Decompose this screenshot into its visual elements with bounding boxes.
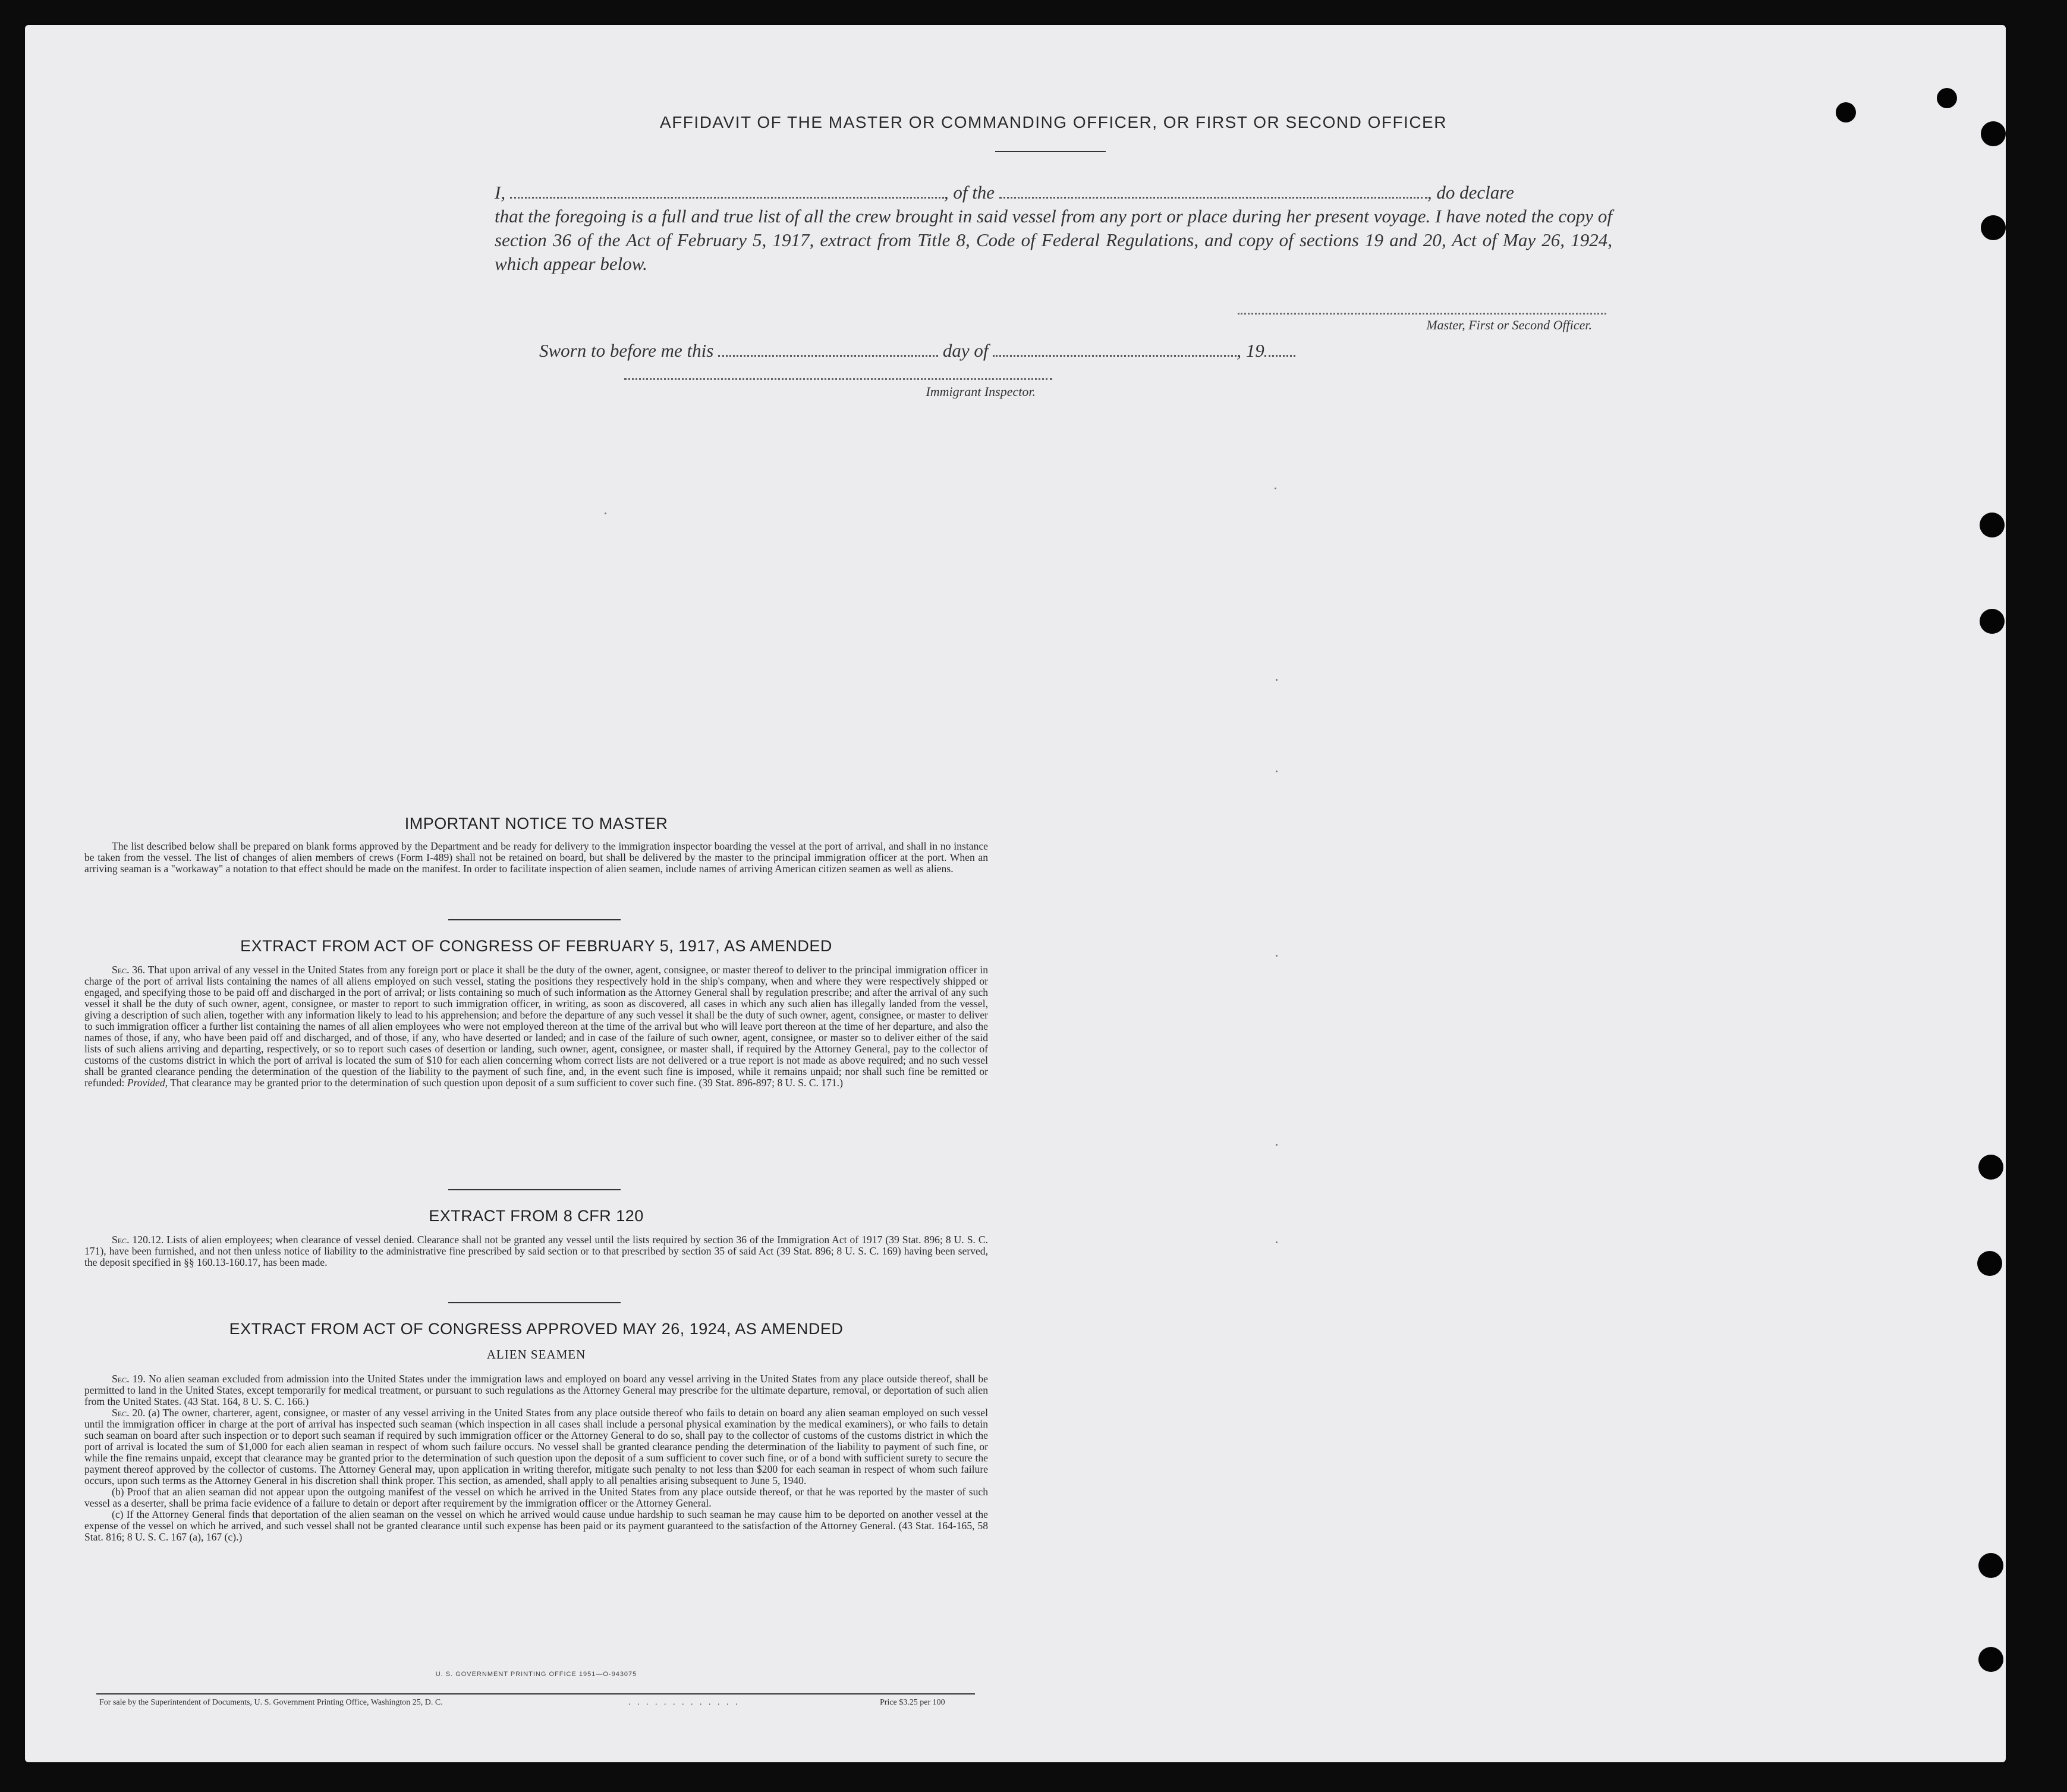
extract-cfr-body [84,1234,988,1268]
sec-20a-text: (a) The owner, charterer, agent, consignee, or master of any vessel arriving in the United States from any place outside thereof who fails to detain on board any alien seaman employed on such vessel until the immigration officer in charge at the port of arrival has inspected such seaman (which inspection in all cases shall include a personal physical examination by the medical examiners), or who fails to detain such seaman on board after such inspection or to deport such seaman if required by such immigration officer or the Attorney General to do so, shall pay to the collector of customs of the customs district in which the port of arrival is located the sum of $1,000 for each alien seaman in respect of whom such failure occurs. No vessel shall be granted clearance pending the determination of the liability to payment of such fine, or while the fine remains unpaid, except that clearance may be granted prior to the determination of such question upon the deposit of a sum sufficient to cover such fine, or of a bond with sufficient surety to secure the payment thereof approved by the collector of customs. The Attorney General may, upon application in writing therefor, mitigate such penalty to not less than $200 for each seaman in respect of whom such failure occurs, upon such terms as the Attorney General in his discretion shall think proper. This section, as amended, shall apply to all penalties arising subsequent to June 5, 1940. [84,1407,988,1486]
notice-body [84,841,988,875]
sworn-day-of: day of [942,340,989,361]
extract-1917-body [84,964,988,1089]
binder-hole [1978,1553,2003,1578]
name-blank[interactable] [510,197,944,199]
speck [1275,488,1276,489]
binder-hole [1937,88,1957,108]
speck [1276,771,1278,772]
divider [448,1189,621,1190]
inspector-caption: Immigrant Inspector. [926,384,1036,399]
master-signature-line[interactable] [1238,313,1606,315]
sworn-year: , 19 [1237,340,1264,361]
leader-dots: . . . . . . . . . . . . . [628,1698,740,1707]
inspector-signature-line[interactable] [624,378,1052,380]
sec-36-text-end: That clearance may be granted prior to the determination of such question upon deposit of a sum sufficient to cover such fine. (39 Stat. 896-897; 8 U. S. C. 171.) [170,1077,843,1089]
binder-hole [1981,121,2006,146]
speck [605,513,606,514]
vessel-blank[interactable] [999,197,1427,199]
master-caption: Master, First or Second Officer. [1426,317,1592,332]
sec-20-label: Sec. 20. [112,1407,146,1419]
extract-cfr-title: EXTRACT FROM 8 CFR 120 [429,1207,644,1225]
sec-120-label: Sec. 120.12. [112,1234,164,1246]
extract-1924-title: EXTRACT FROM ACT OF CONGRESS APPROVED MAY 26, 1924, AS AMENDED [229,1320,844,1338]
binder-hole [1981,215,2006,240]
extract-1924-body [84,1373,988,1543]
sec-20c-paragraph: (c) If the Attorney General finds that deportation of the alien seaman on the vessel on which he arrived would cause undue hardship to such seaman he may cause him to be deported on another vessel at the expense of the vessel on which he arrived, and such vessel shall not be granted clearance until such expense has been paid or its payment guaranteed to the satisfaction of the Attorney General. (43 Stat. 164-165, 58 Stat. 816; 8 U. S. C. 167 (a), 167 (c).) [84,1508,988,1543]
sec-36-text: That upon arrival of any vessel in the United States from any foreign port or place it shall be the duty of the owner, agent, consignee, or master thereof to deliver to the principal immigration officer in charge of the port of arrival lists containing the names of all aliens employed on such vessel, stating the positions they respectively hold in the ship's company, when and where they were respectively shipped or engaged, and specifying those to be paid off and discharged in the port of arrival; or lists containing so much of such information as the Attorney General shall by regulation prescribe; and after the arrival of any such vessel it shall be the duty of such owner, agent, consignee, or master to report to such immigration officer, in writing, as soon as discovered, all cases in which any such alien has illegally landed from the vessel, giving a description of such alien, together with any information likely to lead to his apprehension; and before the departure of any such vessel it shall be the duty of such owner, agent, consignee, or master to deliver to such immigration officer a further list containing the names of all alien employees who were not employed thereon at the time of the arrival but who will leave port thereon at the time of her departure, and also the names of those, if any, who have been paid off and discharged, and of those, if any, who have deserted or landed; and in case of the failure of such owner, agent, consignee, or master so to deliver either of the said lists of such aliens arriving and departing, respectively, or so to report such cases of desertion or landing, such owner, agent, consignee, or master shall, if required by the Attorney General, pay to the collector of customs of the customs district in which the port of arrival is located the sum of $10 for each alien concerning whom correct lists are not delivered or a true report is not made as above required; and no such vessel shall be granted clearance pending the determination of the question of the liability to the payment of such fine, and, in the event such fine is imposed, while it remains unpaid; nor shall such fine be remitted or refunded: [84,964,988,1089]
speck [1276,679,1278,681]
sworn-day-blank[interactable] [718,355,938,357]
declaration-line [495,181,1514,205]
speck [1276,1144,1278,1146]
footer-rule [96,1693,975,1694]
price-label: Price $3.25 per 100 [880,1698,945,1707]
gpo-imprint: U. S. GOVERNMENT PRINTING OFFICE 1951—O-943075 [435,1671,637,1678]
sec-19-paragraph [84,1373,988,1407]
sec-19-text: No alien seaman excluded from admission into the United States under the immigration laws and employed on board any vessel arriving in the United States from any place outside thereof, shall be permitted to land in the United States, except temporarily for medical treatment, or pursuant to such regulations as the Attorney General may prescribe for the ultimate departure, removal, or deportation of such alien from the United States. (43 Stat. 164, 8 U. S. C. 166.) [84,1373,988,1407]
form-page [25,25,2006,1762]
alien-seamen-subtitle: ALIEN SEAMEN [486,1347,586,1362]
declaration-of-the: , of the [943,182,995,203]
sec-36-label: Sec. 36. [112,964,146,976]
binder-hole [1836,102,1856,122]
sworn-year-blank[interactable] [1264,355,1295,357]
sworn-month-blank[interactable] [993,355,1237,357]
declaration-body: that the foregoing is a full and true list of all the crew brought in said vessel from any port or place during her present voyage. I have noted the copy of section 36 of the Act of February 5, 1917, extract from Title 8, Code of Federal Regulations, and copy of sections 19 and 20, Act of May 26, 1924, which appear below. [495,206,1612,274]
title-divider [995,151,1106,152]
sec-120-text: Lists of alien employees; when clearance of vessel denied. Clearance shall not be granted any vessel until the lists required by section 36 of the Immigration Act of 1917 (39 Stat. 896; 8 U. S. C. 171), have been furnished, and not then unless notice of liability to the administrative fine prescribed by said section or to that prescribed by section 35 of said Act (39 Stat. 896; 8 U. S. C. 169) having been served, the deposit specified in §§ 160.13-160.17, has been made. [84,1234,988,1268]
speck [1276,1241,1278,1243]
binder-hole [1980,513,2005,537]
binder-hole [1977,1251,2002,1276]
notice-title: IMPORTANT NOTICE TO MASTER [404,815,668,832]
sec-19-label: Sec. 19. [112,1373,146,1385]
binder-hole [1980,609,2005,634]
notice-paragraph: The list described below shall be prepared on blank forms approved by the Department and be ready for delivery to the immigration inspector boarding the vessel at the port of arrival, and shall in no instance be taken from the vessel. The list of changes of alien members of crews (Form I-489) shall not be retained on board, but shall be delivered by the master to the principal immigration officer at the port. When an arriving seaman is a "workaway" a notation to that effect should be made on the manifest. In order to facilitate inspection of alien seamen, include names of arriving American citizen seamen as well as aliens. [84,840,988,875]
sec-20a-paragraph [84,1407,988,1486]
declaration-i: I, [495,182,506,203]
divider [448,919,621,920]
declaration-do-declare: , do declare [1427,182,1514,203]
divider [448,1302,621,1303]
sworn-prefix: Sworn to before me this [539,340,714,361]
binder-hole [1978,1647,2003,1672]
extract-1917-title: EXTRACT FROM ACT OF CONGRESS OF FEBRUARY 5, 1917, AS AMENDED [240,937,832,955]
sworn-line [539,340,1295,361]
binder-hole [1978,1155,2003,1180]
provided-word: Provided, [127,1077,168,1089]
sec-20b-paragraph: (b) Proof that an alien seaman did not appear upon the outgoing manifest of the vessel on which he arrived in the United States from any place outside thereof, or that he was reported by the master of such vessel as a deserter, shall be prima facie evidence of a failure to detain or deport after requirement by the immigration officer or the Attorney General. [84,1486,988,1509]
sale-notice: For sale by the Superintendent of Documents, U. S. Government Printing Office, Washington 25, D. C. [99,1698,443,1707]
affidavit-title: AFFIDAVIT OF THE MASTER OR COMMANDING OFFICER, OR FIRST OR SECOND OFFICER [660,113,1447,131]
speck [1276,955,1278,957]
